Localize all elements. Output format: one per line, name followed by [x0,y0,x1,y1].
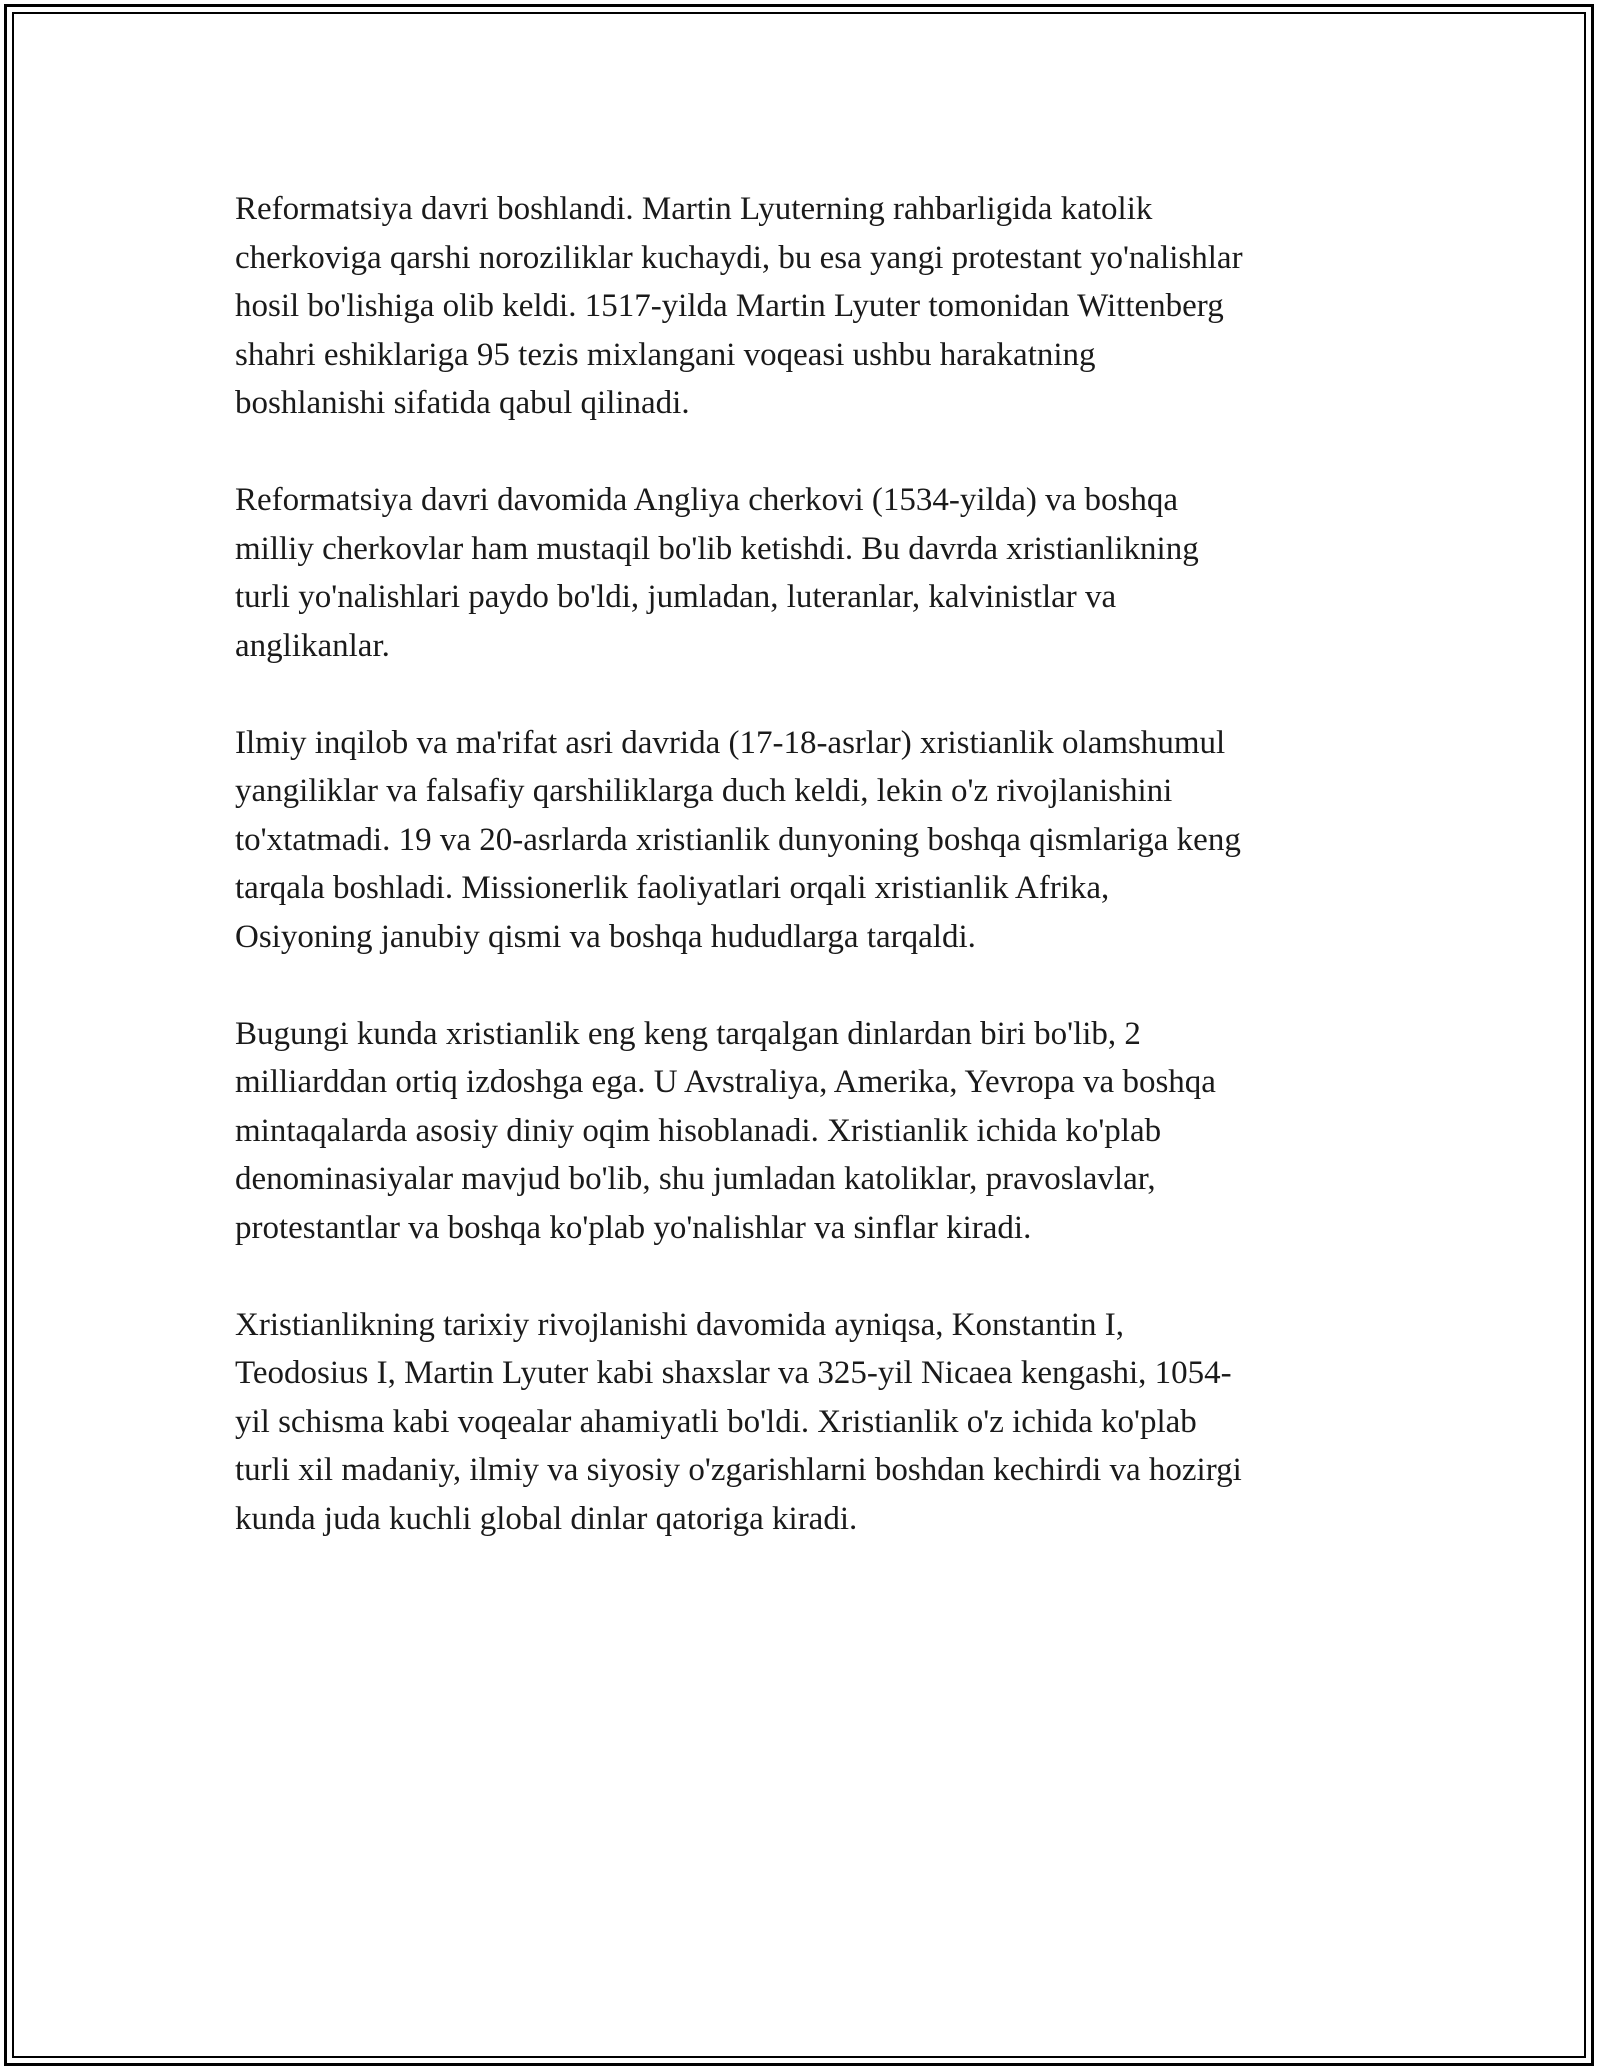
document-body [235,185,1365,1592]
text-line: milliy cherkovlar ham mustaqil bo'lib ketishdi. Bu davrda xristianlikning [235,530,1199,567]
text-line: Ilmiy inqilob va ma'rifat asri davrida (17-18-asrlar) xristianlik olamshumul [235,724,1226,761]
text-line: hosil bo'lishiga olib keldi. 1517-yilda Martin Lyuter tomonidan Wittenberg [235,288,1224,324]
text-line: turli xil madaniy, ilmiy va siyosiy o'zgarishlarni boshdan kechirdi va hozirgi [235,1452,1242,1488]
text-line: turli yo'nalishlari paydo bo'ldi, jumladan, luteranlar, kalvinistlar va [235,579,1117,615]
text-line: boshlanishi sifatida qabul qilinadi. [235,385,690,421]
paragraph-today [235,1010,1365,1253]
paragraph-history-summary [235,1301,1365,1544]
text-line: cherkoviga qarshi noroziliklar kuchaydi, bu esa yangi protestant yo'nalishlar [235,239,1243,276]
text-line: yil schisma kabi voqealar ahamiyatli bo'ldi. Xristianlik o'z ichida ko'plab [235,1403,1197,1440]
paragraph-national-churches [235,476,1365,670]
paragraph-reformation [235,185,1365,428]
paragraph-enlightenment [235,719,1365,962]
text-line: Teodosius I, Martin Lyuter kabi shaxslar va 325-yil Nicaea kengashi, 1054- [235,1355,1232,1391]
text-line: kunda juda kuchli global dinlar qatoriga kiradi. [235,1500,858,1537]
text-line: Reformatsiya davri boshlandi. Martin Lyuterning rahbarligida katolik [235,191,1153,227]
text-line: denominasiyalar mavjud bo'lib, shu jumladan katoliklar, pravoslavlar, [235,1161,1156,1197]
text-line: Reformatsiya davri davomida Angliya cherkovi (1534-yilda) va boshqa [235,482,1178,518]
text-line: to'xtatmadi. 19 va 20-asrlarda xristianlik dunyoning boshqa qismlariga keng [235,821,1241,858]
text-line: Osiyoning janubiy qismi va boshqa hududlarga tarqaldi. [235,918,976,955]
text-line: Bugungi kunda xristianlik eng keng tarqalgan dinlardan biri bo'lib, 2 [235,1015,1141,1052]
text-line: Xristianlikning tarixiy rivojlanishi davomida ayniqsa, Konstantin I, [235,1306,1125,1343]
text-line: anglikanlar. [235,627,390,664]
text-line: tarqala boshladi. Missionerlik faoliyatlari orqali xristianlik Afrika, [235,870,1110,906]
text-line: mintaqalarda asosiy diniy oqim hisoblanadi. Xristianlik ichida ko'plab [235,1112,1162,1149]
text-line: shahri eshiklariga 95 tezis mixlangani voqeasi ushbu harakatning [235,336,1096,373]
text-line: milliarddan ortiq izdoshga ega. U Avstraliya, Amerika, Yevropa va boshqa [235,1064,1216,1100]
text-line: yangiliklar va falsafiy qarshiliklarga duch keldi, lekin o'z rivojlanishini [235,773,1173,809]
text-line: protestantlar va boshqa ko'plab yo'nalishlar va sinflar kiradi. [235,1209,1032,1246]
